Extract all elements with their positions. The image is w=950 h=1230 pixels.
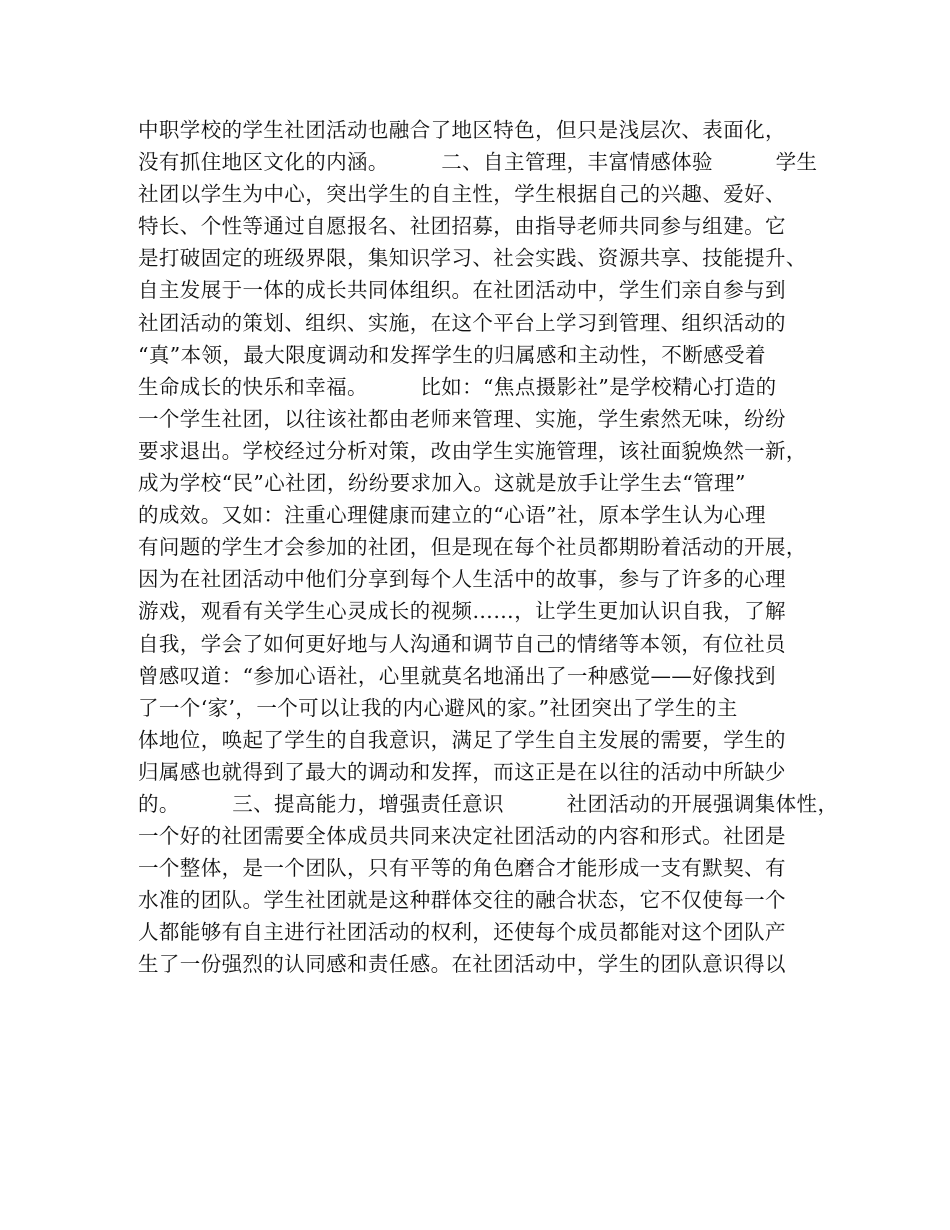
text-line: 没有抓住地区文化的内涵。 二、自主管理，丰富情感体验 学生 (138, 150, 818, 175)
text-line: 人都能够有自主进行社团活动的权利，还使每个成员都能对这个团队产 (138, 920, 786, 945)
text-line: 社团活动的策划、组织、实施，在这个平台上学习到管理、组织活动的 (138, 310, 786, 335)
text-line: 要求退出。学校经过分析对策，改由学生实施管理，该社面貌焕然一新， (138, 438, 807, 463)
text-line: 因为在社团活动中他们分享到每个人生活中的故事，参与了许多的心理 (138, 567, 786, 592)
text-line: 体地位，唤起了学生的自我意识，满足了学生自主发展的需要，学生的 (138, 727, 786, 752)
text-line: 曾感叹道：“参加心语社，心里就莫名地涌出了一种感觉——好像找到 (138, 663, 776, 688)
text-line: 一个整体，是一个团队，只有平等的角色磨合才能形成一支有默契、有 (138, 856, 786, 881)
text-line: 游戏，观看有关学生心灵成长的视频……，让学生更加认识自我，了解 (138, 599, 786, 624)
text-line: 特长、个性等通过自愿报名、社团招募，由指导老师共同参与组建。它 (138, 214, 786, 239)
text-line: 水准的团队。学生社团就是这种群体交往的融合状态，它不仅使每一个 (138, 888, 786, 913)
body-text (138, 114, 838, 981)
text-line: 是打破固定的班级界限，集知识学习、社会实践、资源共享、技能提升、 (138, 246, 807, 271)
text-line: 归属感也就得到了最大的调动和发挥，而这正是在以往的活动中所缺少 (138, 759, 786, 784)
text-line: 社团以学生为中心，突出学生的自主性，学生根据自己的兴趣、爱好、 (138, 182, 786, 207)
text-line: 的。 三、提高能力，增强责任意识 社团活动的开展强调集体性， (138, 791, 839, 816)
text-line: “真”本领，最大限度调动和发挥学生的归属感和主动性，不断感受着 (138, 342, 766, 367)
text-line: 自主发展于一体的成长共同体组织。在社团活动中，学生们亲自参与到 (138, 278, 786, 303)
text-line: 中职学校的学生社团活动也融合了地区特色，但只是浅层次、表面化， (138, 118, 786, 142)
text-line: 生了一份强烈的认同感和责任感。在社团活动中，学生的团队意识得以 (138, 952, 786, 977)
text-line: 的成效。又如：注重心理健康而建立的“心语”社，原本学生认为心理 (138, 503, 766, 528)
text-line: 一个学生社团，以往该社都由老师来管理、实施，学生索然无味，纷纷 (138, 406, 786, 431)
text-line: 一个好的社团需要全体成员共同来决定社团活动的内容和形式。社团是 (138, 824, 786, 849)
text-line: 生命成长的快乐和幸福。 比如：“焦点摄影社”是学校精心打造的 (138, 374, 777, 399)
text-line: 成为学校“民”心社团，纷纷要求加入。这就是放手让学生去“管理” (138, 471, 746, 496)
text-line: 了一个‘家’，一个可以让我的内心避风的家。”社团突出了学生的主 (138, 695, 738, 720)
text-line: 有问题的学生才会参加的社团，但是现在每个社员都期盼着活动的开展， (138, 535, 807, 560)
text-line: 自我，学会了如何更好地与人沟通和调节自己的情绪等本领，有位社员 (138, 631, 786, 656)
